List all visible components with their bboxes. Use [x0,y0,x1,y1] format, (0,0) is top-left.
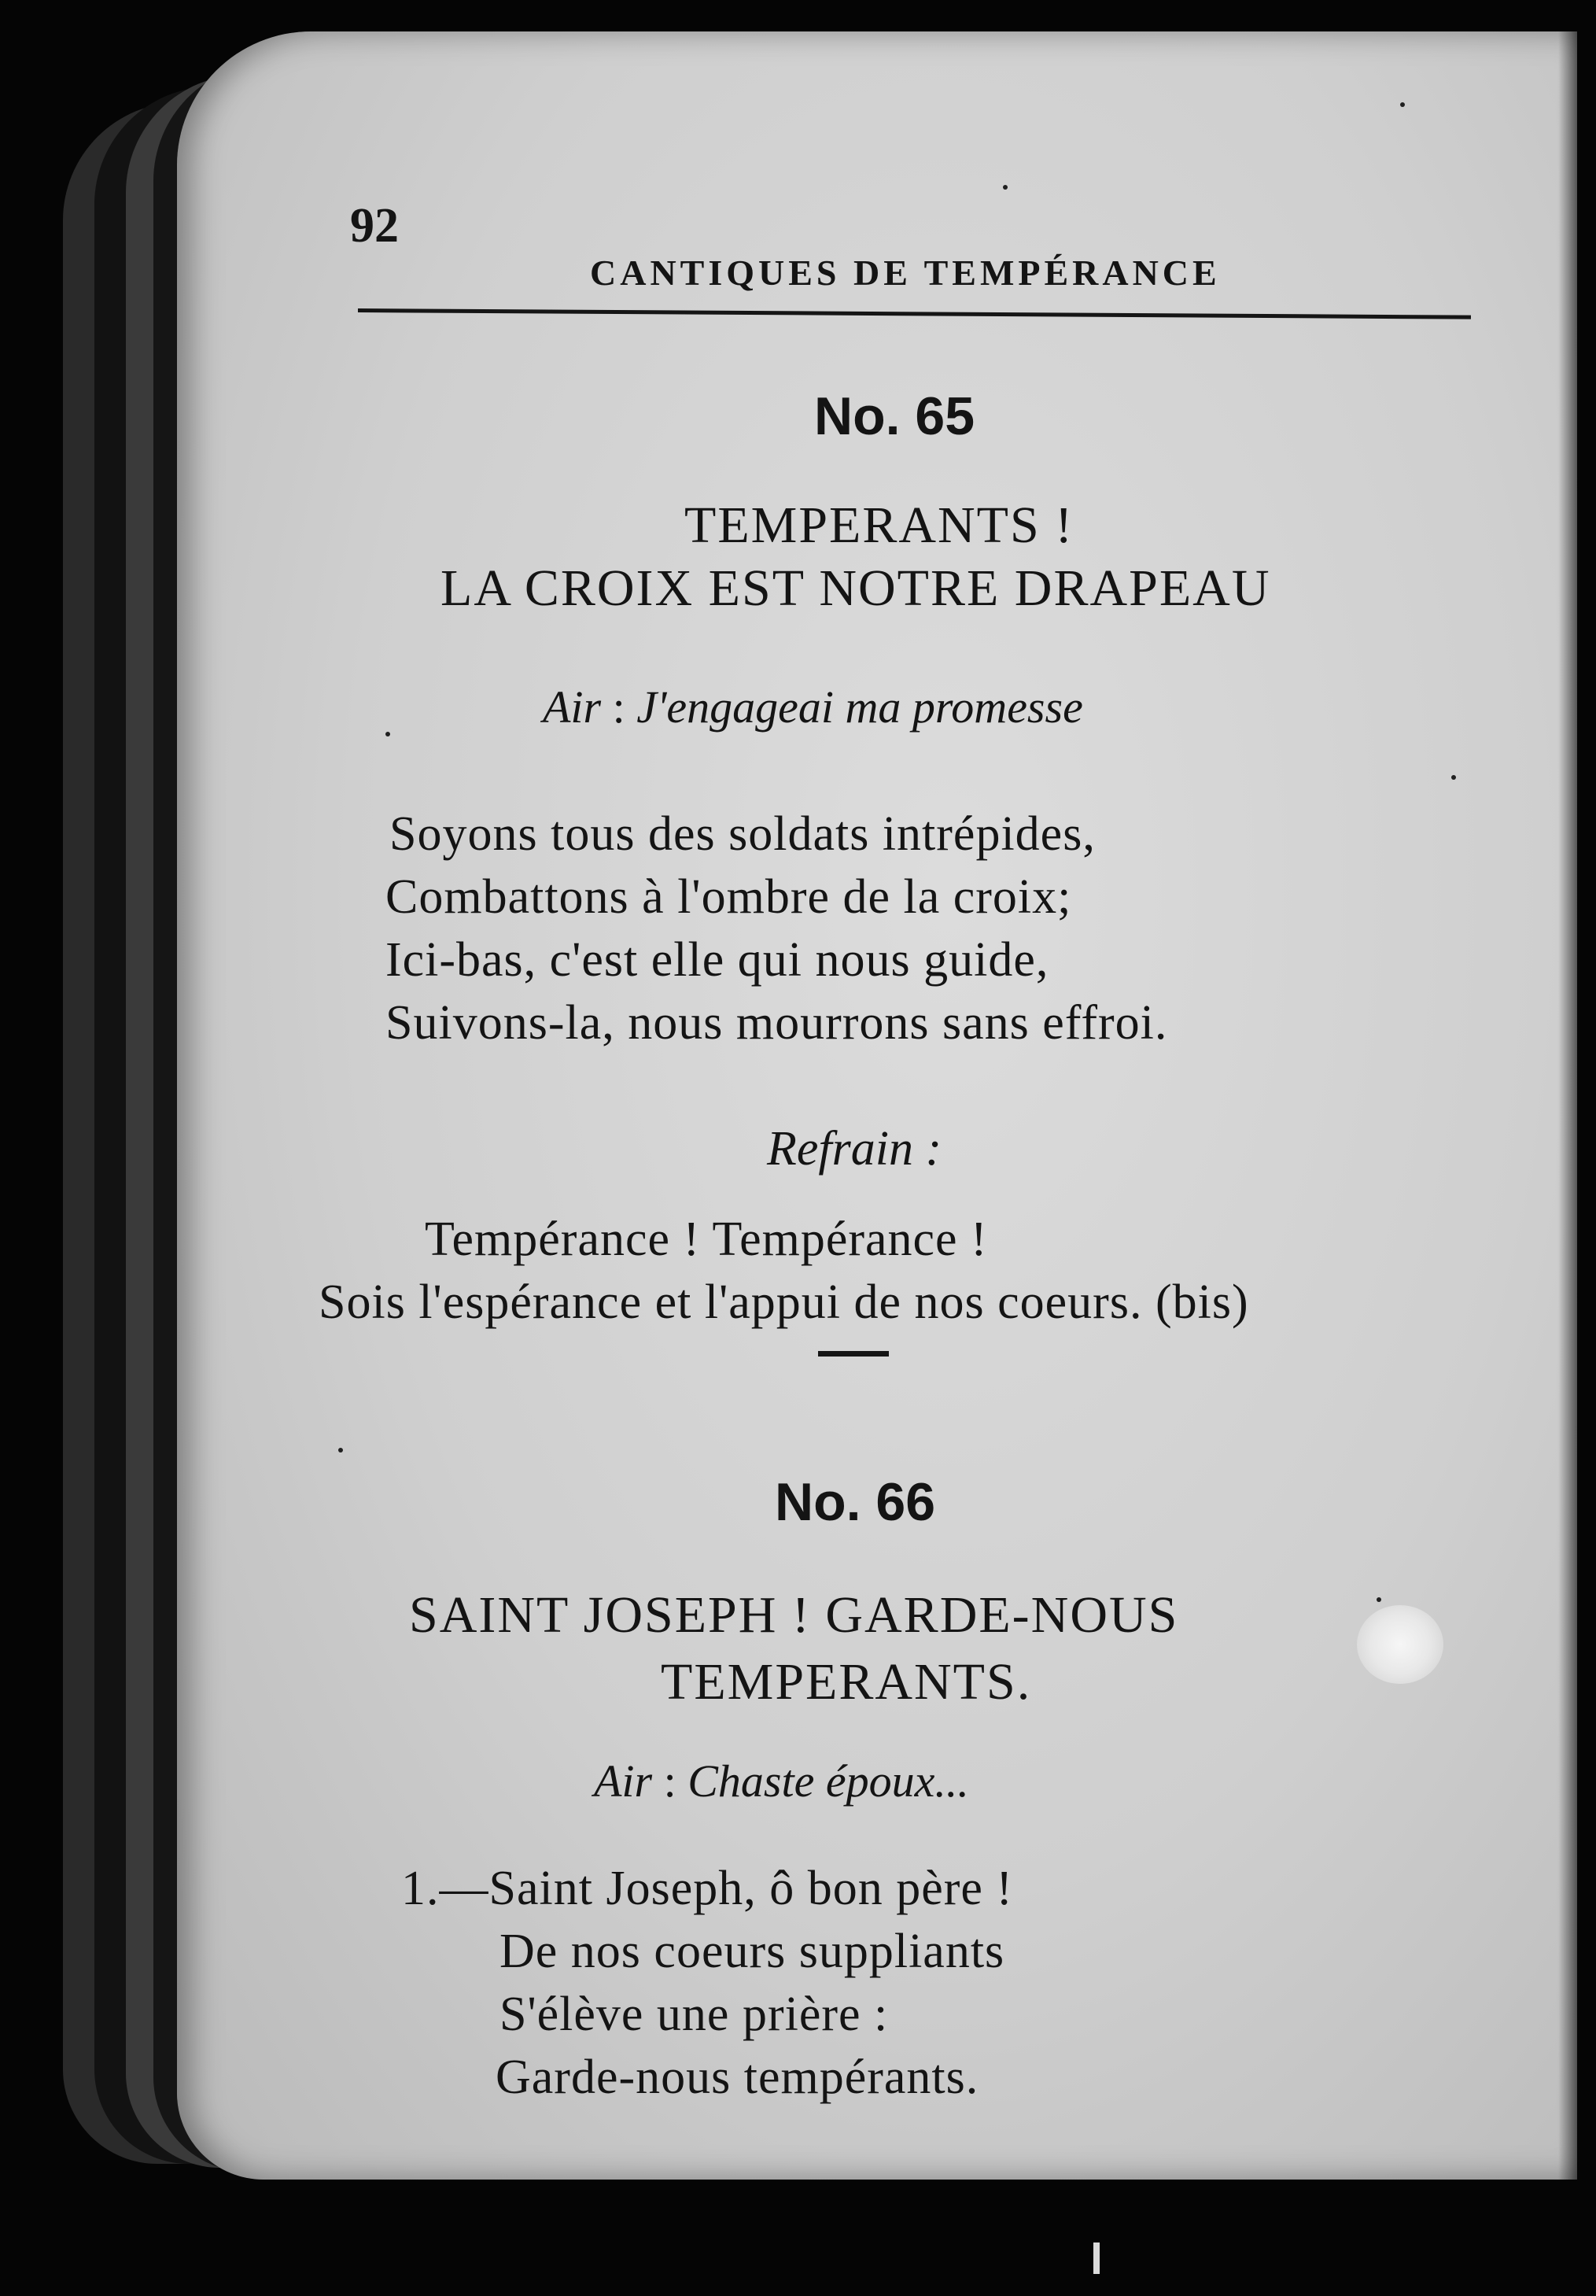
header-rule [358,308,1471,319]
air-label: Air [594,1755,653,1807]
refrain-line: Sois l'espérance et l'appui de nos coeurs. (bis) [319,1275,1249,1329]
running-title: CANTIQUES DE TEMPÉRANCE [590,253,1221,293]
air-label: Air [543,681,602,733]
hymn-number: No. 66 [775,1472,936,1532]
verse-line: De nos coeurs suppliants [499,1925,1005,1978]
paper-stain [1357,1605,1443,1684]
air-tune: Chaste époux... [687,1755,969,1807]
verse-line: Combattons à l'ombre de la croix; [385,870,1072,924]
hymn-title-line: SAINT JOSEPH ! GARDE-NOUS [409,1586,1179,1644]
verse-line: Ici-bas, c'est elle qui nous guide, [385,933,1049,987]
section-separator [818,1351,889,1357]
air-line: Air : J'engageai ma promesse [543,681,1083,733]
paper-speck [338,1448,343,1453]
verse-line: Garde-nous tempérants. [496,2051,979,2104]
page-number: 92 [350,199,399,253]
paper-speck [1003,185,1008,190]
air-line: Air : Chaste époux... [594,1755,969,1807]
paper-speck [385,732,390,736]
verse-line: S'élève une prière : [499,1988,889,2041]
hymn-title-line: LA CROIX EST NOTRE DRAPEAU [440,559,1271,617]
refrain-label: Refrain : [767,1122,942,1176]
hymn-number: No. 65 [814,386,975,446]
paper-speck [1451,775,1456,780]
refrain-line: Tempérance ! Tempérance ! [425,1213,988,1266]
paper-speck [1377,1597,1381,1602]
hymn-title-line: TEMPERANTS. [661,1653,1032,1711]
hymn-title-line: TEMPERANTS ! [684,496,1074,554]
air-tune: J'engageai ma promesse [636,681,1083,733]
paper-speck [1400,102,1405,107]
verse-line: 1.—Saint Joseph, ô bon père ! [401,1862,1014,1915]
verse-line: Soyons tous des soldats intrépides, [389,807,1096,861]
book-page [177,31,1577,2180]
verse-line: Suivons-la, nous mourrons sans effroi. [385,996,1168,1050]
page-gutter-shadow [1558,31,1577,2180]
scan-artifact [1093,2242,1100,2274]
